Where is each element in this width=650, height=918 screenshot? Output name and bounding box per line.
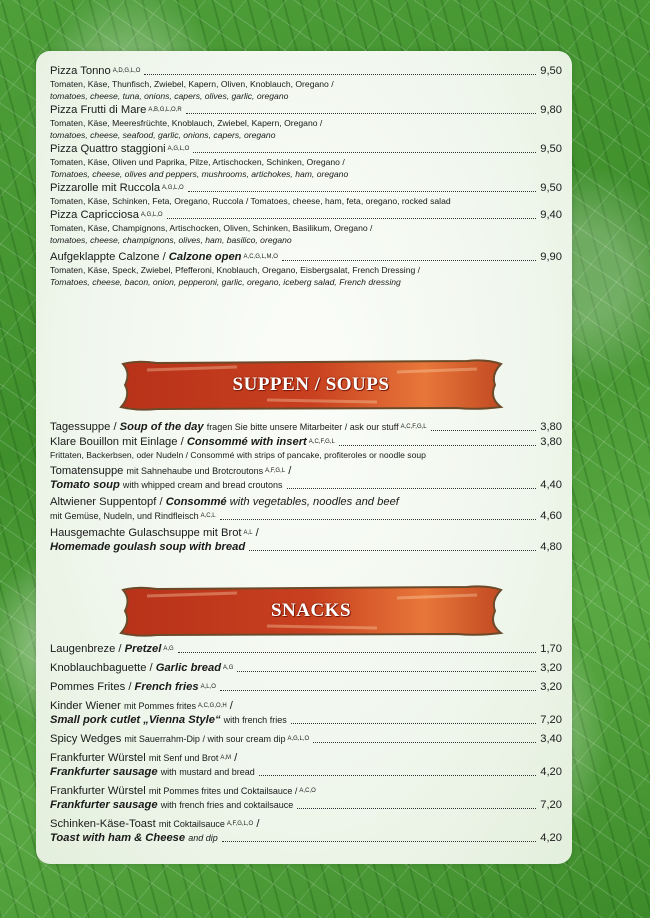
item-description-en: tomatoes, cheese, champignons, olives, ham, basilico, oregano [50,235,292,245]
item-name-en: Small pork cutlet „Vienna Style“ with french fries [50,714,287,726]
menu-item [50,435,562,461]
menu-item [50,680,562,694]
item-name: Schinken-Käse-Toast [50,818,156,830]
allergen-codes: A,D,G,L,O [112,68,141,74]
allergen-codes: A,L [243,530,253,536]
item-name: Pommes Frites / French fries [50,681,199,693]
item-price: 3,40 [540,733,562,745]
item-name: Tomatensuppe [50,465,124,477]
allergen-codes: A,C,F,G,L [400,424,427,430]
menu-item [50,732,562,746]
item-name: Laugenbreze / Pretzel [50,643,162,655]
item-price: 7,20 [540,799,562,811]
item-price: 4,40 [540,479,562,491]
item-name: Frankfurter Würstel [50,752,146,764]
separator: / [234,752,238,764]
allergen-codes: A,M [220,755,232,761]
item-name: Hausgemachte Gulaschsuppe mit Brot [50,527,242,539]
allergen-codes: A,G [223,665,234,671]
item-price: 9,50 [540,143,562,155]
item-price: 3,20 [540,681,562,693]
item-name: Frankfurter Würstel [50,785,146,797]
menu-item [50,526,562,554]
item-description: Frittaten, Backerbsen, oder Nudeln / Consommé with strips of pancake, profiteroles or noodle soup [50,450,426,460]
menu-item [50,103,562,141]
item-price: 3,20 [540,662,562,674]
item-name: Pizza Tonno [50,65,111,77]
allergen-codes: A,C,G,L,M,O [243,254,278,260]
menu-item [50,495,562,523]
item-price: 3,80 [540,436,562,448]
item-description: Tomaten, Käse, Oliven und Paprika, Pilze, Artischocken, Schinken, Oregano / [50,157,345,167]
item-note: mit Gemüse, Nudeln, und Rindfleisch [50,511,199,521]
menu-item [50,699,562,727]
item-name: Pizza Frutti di Mare [50,104,147,116]
item-price: 9,50 [540,65,562,77]
item-name: Aufgeklappte Calzone / Calzone open [50,251,242,263]
item-name: Tagessuppe / Soup of the day [50,421,204,433]
item-name-en: Tomato soup with whipped cream and bread croutons [50,479,283,491]
soups-section [50,420,562,555]
menu-item [50,464,562,492]
section-title: SNACKS [270,600,352,621]
allergen-codes: A,G,L,O [162,185,184,191]
item-price: 4,60 [540,510,562,522]
item-description: Tomaten, Käse, Champignons, Artischocken, Oliven, Schinken, Basilikum, Oregano / [50,223,373,233]
item-name-en: Homemade goulash soup with bread [50,541,246,553]
item-price: 9,40 [540,209,562,221]
allergen-codes: A,G,L,O [140,212,163,218]
item-price: 9,50 [540,182,562,194]
allergen-codes: A,C,F,G,L [308,439,335,445]
item-name: Klare Bouillon mit Einlage / Consommé with insert [50,436,307,448]
separator: / [229,700,233,712]
item-note: mit Sahnehaube und Brotcroutons [126,466,264,476]
item-description-en: Tomatoes, cheese, olives and peppers, mushrooms, artichokes, ham, oregano [50,169,349,179]
item-description: Tomaten, Käse, Meeresfrüchte, Knoblauch, Zwiebel, Kapern, Oregano / [50,118,323,128]
section-title: SUPPEN / SOUPS [232,374,390,395]
item-name-en: Frankfurter sausage with mustard and bread [50,766,255,778]
item-price: 7,20 [540,714,562,726]
menu-item [50,64,562,102]
snacks-banner [117,584,505,638]
item-name: Pizzarolle mit Ruccola [50,182,161,194]
item-description-en: tomatoes, cheese, tuna, onions, capers, olives, garlic, oregano [50,91,289,101]
item-description-en: Tomatoes, cheese, bacon, onion, pepperoni, garlic, oregano, iceberg salad, French dressing [50,277,401,287]
item-note: fragen Sie bitte unsere Mitarbeiter / ask our stuff [206,422,399,432]
item-price: 9,90 [540,251,562,263]
item-price: 3,80 [540,421,562,433]
menu-content [50,64,562,289]
menu-item [50,751,562,779]
item-name-en: Toast with ham & Cheese and dip [50,832,218,844]
allergen-codes: A,B,G,L,O,R [148,107,182,113]
allergen-codes: A,G,L,O [167,146,190,152]
separator: / [256,818,260,830]
allergen-codes: A,C,G,O,H [198,703,227,709]
item-note: mit Pommes frites [124,701,197,711]
pizza-section [50,64,562,288]
item-note: mit Pommes frites und Coktailsauce / [148,786,298,796]
menu-item [50,642,562,656]
separator: / [288,465,292,477]
item-price: 9,80 [540,104,562,116]
menu-item [50,784,562,812]
snacks-section [50,642,562,846]
item-name: Kinder Wiener [50,700,121,712]
item-note: mit Sauerrahm-Dip / with sour cream dip [124,734,286,744]
item-description: Tomaten, Käse, Schinken, Feta, Oregano, Ruccola / Tomatoes, cheese, ham, feta, oregano, rocked salad [50,196,451,206]
item-price: 4,20 [540,832,562,844]
item-price: 4,80 [540,541,562,553]
item-name-en: Frankfurter sausage with french fries and coktailsauce [50,799,294,811]
item-name: Knoblauchbaguette / Garlic bread [50,662,222,674]
item-note: mit Coktailsauce [158,819,225,829]
menu-item [50,142,562,180]
item-note: mit Senf und Brot [148,753,219,763]
menu-item [50,250,562,288]
menu-item [50,181,562,207]
allergen-codes: A,G [163,646,174,652]
menu-item [50,817,562,845]
item-description: Tomaten, Käse, Speck, Zwiebel, Pfefferoni, Knoblauch, Oregano, Eisbergsalat, French Dressing / [50,265,421,275]
allergen-codes: A,G,L,O [287,736,310,742]
menu-item [50,208,562,246]
allergen-codes: A,F,G,L,O [226,821,254,827]
allergen-codes: A,C,L [200,513,216,519]
item-description: Tomaten, Käse, Thunfisch, Zwiebel, Kapern, Oliven, Knoblauch, Oregano / [50,79,334,89]
item-name: Pizza Capricciosa [50,209,139,221]
allergen-codes: A,C,O [299,788,316,794]
allergen-codes: A,F,G,L [265,468,286,474]
item-name: Spicy Wedges [50,733,122,745]
item-price: 1,70 [540,643,562,655]
menu-item [50,661,562,675]
item-name: Altwiener Suppentopf / Consommé with vegetables, noodles and beef [50,496,399,508]
separator: / [255,527,259,539]
soups-banner [117,358,505,412]
item-description-en: tomatoes, cheese, seafood, garlic, onions, capers, oregano [50,130,276,140]
menu-item [50,420,562,434]
allergen-codes: A,L,O [200,684,216,690]
item-price: 4,20 [540,766,562,778]
item-name: Pizza Quattro staggioni [50,143,166,155]
